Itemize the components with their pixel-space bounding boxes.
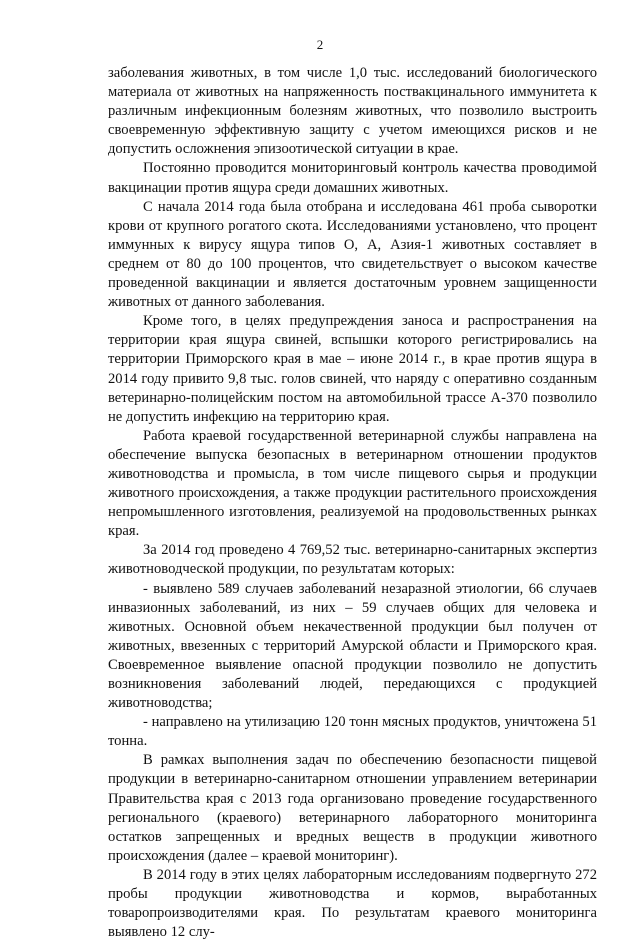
paragraph-1: заболевания животных, в том числе 1,0 тыс. исследований биологического материала от животных на напряженность поствакцинального иммунитета к различным инфекционным болезням животных, что позволило выстроить своевременную эффективную защиту с учетом имеющихся рисков и не допустить осложнения эпизоотической ситуации в крае. bbox=[108, 65, 597, 158]
paragraph-8: В 2014 году в этих целях лабораторным исследованиям подвергнуто 272 пробы продукции животноводства и кормов, выработанных товаропроизводителями края. По результатам краевого мониторинга выявлено 12 слу- bbox=[108, 866, 597, 941]
list-item-1: - выявлено 589 случаев заболеваний незаразной этиологии, 66 случаев инвазионных заболеваний, из них – 59 случаев общих для человека и животных. Основной объем некачественной продукции был получен от животных, ввезенных с территорий Амурской области и Приморского края. Своевременное выявление опасной продукции позволило не допустить возникновения заболеваний людей, передающихся с продукцией животноводства; bbox=[108, 580, 597, 712]
paragraph-3: С начала 2014 года была отобрана и исследована 461 проба сыворотки крови от крупного рогатого скота. Исследованиями установлено, что процент иммунных к вирусу ящура типов О, А, Азия-1 животных составляет в среднем от 80 до 100 процентов, что свидетельствует о высоком качестве проведенной вакцинации и является достаточным уровнем защищенности животных от данного заболевания. bbox=[108, 198, 597, 311]
paragraph-5: Работа краевой государственной ветеринарной службы направлена на обеспечение выпуска безопасных в ветеринарном отношении продуктов животноводства и промысла, в том числе пищевого сырья и продукции животного происхождения, а также продукции растительного происхождения непромышленного изготовления, реализуемой на продовольственных рынках края. bbox=[108, 427, 597, 540]
paragraph-6: За 2014 год проведено 4 769,52 тыс. ветеринарно-санитарных экспертиз животноводческой продукции, по результатам которых: bbox=[108, 542, 597, 578]
list-item-2: - направлено на утилизацию 120 тонн мясных продуктов, уничтожена 51 тонна. bbox=[108, 714, 597, 750]
paragraph-2: Постоянно проводится мониторинговый контроль качества проводимой вакцинации против ящура среди домашних животных. bbox=[108, 160, 597, 196]
page-number: 2 bbox=[316, 37, 324, 52]
paragraph-4: Кроме того, в целях предупреждения заноса и распространения на территории края ящура свиней, вспышки которого регистрировались на территории Приморского края в мае – июне 2014 г., в крае против ящура в 2014 году привито 9,8 тыс. голов свиней, что наряду с оперативно созданным ветеринарно-полицейским постом на автомобильной трассе А-370 позволило не допустить инфекцию на территорию края. bbox=[108, 313, 597, 425]
paragraph-7: В рамках выполнения задач по обеспечению безопасности пищевой продукции в ветеринарно-санитарном отношении управлением ветеринарии Правительства края с 2013 года организовано проведение государственного регионального (краевого) ветеринарного лабораторного мониторинга остатков запрещенных и вредных веществ в продукции животного происхождения (далее – краевой мониторинг). bbox=[108, 752, 597, 864]
body-text bbox=[108, 64, 597, 942]
